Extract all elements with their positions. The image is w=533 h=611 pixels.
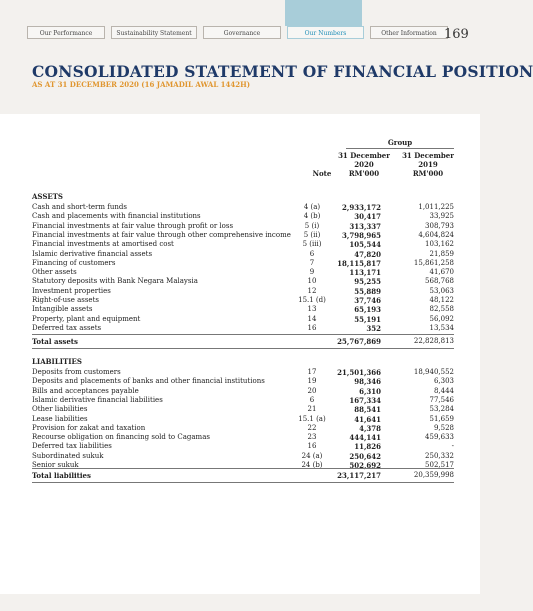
table-row: [32, 277, 454, 286]
value-2019: 15,861,258: [413, 258, 454, 267]
liabilities-total-rule-top: [32, 468, 454, 469]
liabilities-total-rule-bottom: [32, 482, 454, 483]
table-row: [32, 433, 454, 442]
value-2020: 55,191: [354, 314, 381, 324]
column-2019-date: 31 December: [402, 151, 454, 160]
row-label: Islamic derivative financial liabilities: [32, 395, 163, 404]
row-label: Provision for zakat and taxation: [32, 423, 146, 432]
value-2019: 308,793: [425, 221, 454, 230]
row-label: Financial investments at amortised cost: [32, 240, 174, 249]
assets-heading: ASSETS: [32, 192, 63, 201]
statement-panel: [0, 114, 480, 594]
table-row: [32, 305, 454, 314]
page-number: 169: [444, 27, 469, 42]
tab-our-numbers[interactable]: Our Numbers: [287, 26, 364, 39]
note-ref: 5 (ii): [303, 230, 321, 239]
note-ref: 7: [309, 258, 315, 267]
total-assets-row: [32, 337, 454, 346]
value-2019: 53,284: [429, 405, 454, 414]
value-2019: 53,063: [429, 286, 454, 295]
note-ref: 16: [307, 442, 317, 451]
value-2020: 4,378: [359, 423, 381, 433]
value-2020: 25,767,869: [337, 337, 381, 346]
row-label: Deferred tax liabilities: [32, 442, 112, 451]
column-2020-year: 2020: [354, 160, 374, 169]
row-label: Intangible assets: [32, 305, 93, 314]
value-2020: 95,255: [354, 277, 381, 287]
table-row: [32, 231, 454, 240]
value-2019: 13,534: [429, 323, 454, 332]
value-2019: 8,444: [433, 386, 454, 395]
note-ref: 14: [307, 314, 317, 323]
active-section-tab-marker: [285, 0, 362, 26]
value-2019: 77,546: [429, 395, 454, 404]
row-label: Other liabilities: [32, 405, 88, 414]
note-ref: 4 (a): [303, 203, 321, 211]
value-2020: 352: [366, 323, 381, 333]
value-2019: 9,528: [433, 423, 454, 432]
value-2020: 18,115,817: [337, 258, 381, 268]
table-row: [32, 424, 454, 433]
value-2020: 2,933,172: [342, 203, 381, 212]
value-2019: 41,670: [429, 268, 454, 277]
value-2019: 56,092: [429, 314, 454, 323]
value-2019: 6,303: [433, 377, 454, 386]
liabilities-heading: LIABILITIES: [32, 357, 82, 366]
note-ref: 6: [309, 249, 315, 258]
value-2019: 4,604,824: [418, 230, 454, 239]
note-ref: 22: [307, 423, 317, 432]
value-2020: 167,334: [349, 395, 381, 405]
value-2020: 3,798,965: [342, 230, 381, 240]
value-2019: 33,925: [429, 212, 454, 221]
row-label: Financial investments at fair value through profit or loss: [32, 221, 234, 230]
value-2019: 250,332: [425, 451, 454, 460]
note-ref: 20: [307, 386, 317, 395]
section-navigation: [27, 26, 448, 39]
assets-total-rule-top: [32, 334, 454, 335]
value-2020: 105,544: [349, 240, 381, 250]
value-2020: 6,310: [359, 386, 381, 396]
row-label: Total liabilities: [32, 471, 91, 480]
value-2019: 103,162: [425, 240, 454, 249]
value-2020: 37,746: [354, 296, 381, 305]
value-2019: 1,011,225: [418, 203, 454, 211]
row-label: Right-of-use assets: [32, 296, 99, 304]
value-2020: 444,141: [349, 433, 381, 443]
row-label: Recourse obligation on financing sold to Cagamas: [32, 433, 210, 442]
value-2019: 51,659: [429, 414, 454, 423]
table-row: [32, 296, 454, 305]
row-label: Cash and placements with financial institutions: [32, 212, 201, 221]
tab-governance[interactable]: Governance: [203, 26, 281, 39]
note-ref: 13: [307, 305, 317, 314]
value-2019: 22,828,813: [413, 337, 454, 345]
note-ref: 21: [307, 405, 317, 414]
row-label: Subordinated sukuk: [32, 451, 104, 460]
table-row: [32, 415, 454, 424]
note-ref: 12: [307, 286, 317, 295]
value-2020: 113,171: [349, 268, 381, 278]
column-note: Note: [312, 169, 332, 178]
value-2020: 502,692: [349, 461, 381, 470]
row-label: Islamic derivative financial assets: [32, 249, 153, 258]
value-2020: 21,501,366: [337, 368, 381, 377]
value-2020: 11,826: [354, 442, 381, 452]
group-header-rule: [346, 148, 454, 149]
note-ref: 24 (b): [301, 461, 323, 469]
table-row: [32, 368, 454, 377]
row-label: Property, plant and equipment: [32, 314, 141, 323]
page-subtitle: AS AT 31 DECEMBER 2020 (16 JAMADIL AWAL 1442H): [32, 80, 251, 89]
value-2020: 55,889: [354, 286, 381, 296]
column-2020-unit: RM'000: [348, 169, 380, 178]
row-label: Deferred tax assets: [32, 323, 102, 332]
table-row: [32, 212, 454, 221]
note-ref: 15.1 (d): [298, 296, 326, 304]
value-2020: 23,117,217: [337, 471, 381, 480]
value-2019: 21,859: [429, 249, 454, 258]
row-label: Bills and acceptances payable: [32, 386, 139, 395]
value-2019: 20,359,998: [413, 471, 454, 479]
note-ref: 23: [307, 433, 317, 442]
total-liabilities-row: [32, 471, 454, 480]
table-row: [32, 452, 454, 461]
row-label: Statutory deposits with Bank Negara Malaysia: [32, 277, 198, 286]
note-ref: 6: [309, 395, 315, 404]
value-2019: -: [451, 442, 454, 451]
table-row: [32, 222, 454, 231]
table-row: [32, 324, 454, 333]
row-label: Lease liabilities: [32, 414, 88, 423]
table-row: [32, 240, 454, 249]
table-row: [32, 442, 454, 451]
row-label: Investment properties: [32, 286, 111, 295]
value-2020: 47,820: [354, 249, 381, 259]
table-row: [32, 387, 454, 396]
row-label: Other assets: [32, 268, 77, 277]
value-2020: 88,541: [354, 405, 381, 415]
row-label: Senior sukuk: [32, 461, 79, 469]
column-2020-date: 31 December: [338, 151, 390, 160]
table-row: [32, 250, 454, 259]
value-2020: 65,193: [354, 305, 381, 315]
value-2020: 98,346: [354, 377, 381, 387]
note-ref: 4 (b): [303, 212, 321, 221]
note-ref: 17: [307, 368, 317, 376]
table-row: [32, 259, 454, 268]
row-label: Financial investments at fair value through other comprehensive income: [32, 230, 291, 239]
value-2019: 18,940,552: [413, 368, 454, 376]
note-ref: 5 (iii): [302, 240, 322, 249]
note-ref: 24 (a): [301, 451, 323, 460]
value-2019: 459,633: [425, 433, 454, 442]
value-2020: 313,337: [349, 221, 381, 231]
value-2019: 502,517: [425, 461, 454, 469]
tab-sustainability-statement[interactable]: Sustainability Statement: [111, 26, 197, 39]
assets-total-rule-bottom: [32, 348, 454, 349]
row-label: Cash and short-term funds: [32, 203, 127, 211]
table-row: [32, 315, 454, 324]
value-2020: 41,641: [354, 414, 381, 424]
table-row: [32, 287, 454, 296]
row-label: Financing of customers: [32, 258, 116, 267]
row-label: Deposits from customers: [32, 368, 121, 376]
value-2019: 82,558: [429, 305, 454, 314]
tab-our-performance[interactable]: Our Performance: [27, 26, 105, 39]
column-2019-unit: RM'000: [412, 169, 444, 178]
table-row: [32, 377, 454, 386]
tab-other-information[interactable]: Other Information: [370, 26, 448, 39]
table-row: [32, 268, 454, 277]
note-ref: 16: [307, 323, 317, 332]
note-ref: 9: [309, 268, 315, 277]
note-ref: 19: [307, 377, 317, 386]
note-ref: 5 (i): [304, 221, 320, 230]
table-row: [32, 405, 454, 414]
row-label: Total assets: [32, 337, 78, 346]
value-2019: 568,768: [425, 277, 454, 286]
group-header: Group: [387, 138, 413, 147]
value-2020: 250,642: [349, 451, 381, 461]
value-2020: 30,417: [354, 212, 381, 222]
table-row: [32, 396, 454, 405]
note-ref: 15.1 (a): [298, 414, 326, 423]
value-2019: 48,122: [429, 296, 454, 304]
column-2019-year: 2019: [418, 160, 438, 169]
note-ref: 10: [307, 277, 317, 286]
table-row: [32, 203, 454, 212]
page-title: CONSOLIDATED STATEMENT OF FINANCIAL POSITION: [32, 62, 533, 81]
row-label: Deposits and placements of banks and other financial institutions: [32, 377, 265, 386]
